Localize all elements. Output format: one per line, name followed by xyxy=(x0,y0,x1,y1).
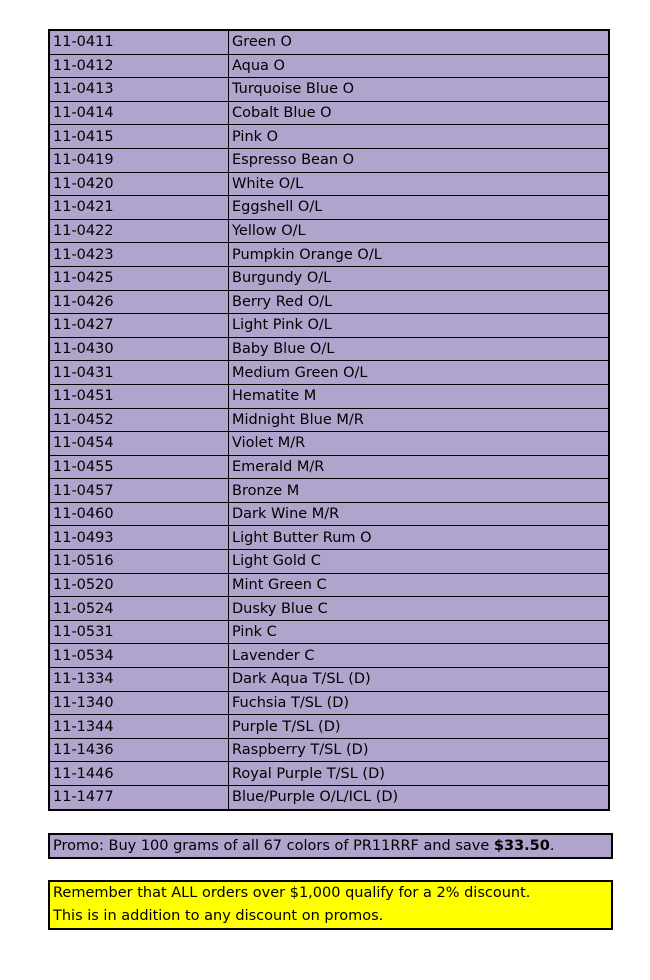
color-name-cell: Light Gold C xyxy=(229,550,610,574)
color-code-cell: 11-0426 xyxy=(49,290,229,314)
color-name-cell: Eggshell O/L xyxy=(229,196,610,220)
table-row xyxy=(49,290,609,314)
color-name-cell: Dusky Blue C xyxy=(229,597,610,621)
table-row xyxy=(49,597,609,621)
color-code-cell: 11-0412 xyxy=(49,54,229,78)
promo-end: . xyxy=(549,838,555,854)
color-name-cell: Fuchsia T/SL (D) xyxy=(229,691,610,715)
table-row xyxy=(49,691,609,715)
table-row xyxy=(49,786,609,810)
table-row xyxy=(49,196,609,220)
color-name-cell: Bronze M xyxy=(229,479,610,503)
color-code-cell: 11-0414 xyxy=(49,101,229,125)
color-code-cell: 11-0431 xyxy=(49,361,229,385)
color-code-cell: 11-0430 xyxy=(49,337,229,361)
color-name-cell: Blue/Purple O/L/ICL (D) xyxy=(229,786,610,810)
table-row xyxy=(49,384,609,408)
color-code-cell: 11-0493 xyxy=(49,526,229,550)
table-row xyxy=(49,78,609,102)
color-name-cell: Cobalt Blue O xyxy=(229,101,610,125)
color-code-cell: 11-0452 xyxy=(49,408,229,432)
color-code-cell: 11-1477 xyxy=(49,786,229,810)
color-name-cell: Pink O xyxy=(229,125,610,149)
color-name-cell: Turquoise Blue O xyxy=(229,78,610,102)
notice-line-1: Remember that ALL orders over $1,000 qualify for a 2% discount. xyxy=(53,885,531,901)
promo-banner xyxy=(48,833,613,859)
table-row xyxy=(49,148,609,172)
table-row xyxy=(49,54,609,78)
discount-notice xyxy=(48,880,613,930)
color-name-cell: Baby Blue O/L xyxy=(229,337,610,361)
table-row xyxy=(49,762,609,786)
color-code-cell: 11-0516 xyxy=(49,550,229,574)
color-code-cell: 11-1436 xyxy=(49,738,229,762)
color-code-cell: 11-0455 xyxy=(49,455,229,479)
table-row xyxy=(49,550,609,574)
color-code-cell: 11-0454 xyxy=(49,432,229,456)
color-code-cell: 11-1334 xyxy=(49,668,229,692)
color-name-cell: Light Butter Rum O xyxy=(229,526,610,550)
color-name-cell: Lavender C xyxy=(229,644,610,668)
color-name-cell: Hematite M xyxy=(229,384,610,408)
color-code-cell: 11-0415 xyxy=(49,125,229,149)
color-name-cell: Yellow O/L xyxy=(229,219,610,243)
table-row xyxy=(49,219,609,243)
table-row xyxy=(49,715,609,739)
color-code-cell: 11-0413 xyxy=(49,78,229,102)
table-row xyxy=(49,361,609,385)
table-row xyxy=(49,172,609,196)
color-name-cell: Green O xyxy=(229,30,610,54)
color-code-table xyxy=(48,29,610,811)
color-name-cell: Midnight Blue M/R xyxy=(229,408,610,432)
color-name-cell: Pink C xyxy=(229,620,610,644)
color-name-cell: Royal Purple T/SL (D) xyxy=(229,762,610,786)
color-code-cell: 11-0520 xyxy=(49,573,229,597)
color-name-cell: Medium Green O/L xyxy=(229,361,610,385)
table-row xyxy=(49,644,609,668)
color-name-cell: Berry Red O/L xyxy=(229,290,610,314)
table-row xyxy=(49,432,609,456)
color-code-cell: 11-0421 xyxy=(49,196,229,220)
color-name-cell: White O/L xyxy=(229,172,610,196)
table-row xyxy=(49,337,609,361)
table-row xyxy=(49,526,609,550)
color-name-cell: Raspberry T/SL (D) xyxy=(229,738,610,762)
table-row xyxy=(49,408,609,432)
color-code-cell: 11-1344 xyxy=(49,715,229,739)
color-code-cell: 11-1446 xyxy=(49,762,229,786)
color-code-cell: 11-0422 xyxy=(49,219,229,243)
color-code-cell: 11-0411 xyxy=(49,30,229,54)
promo-text: Promo: Buy 100 grams of all 67 colors of PR11RRF and save xyxy=(53,838,494,854)
color-code-cell: 11-1340 xyxy=(49,691,229,715)
color-code-cell: 11-0425 xyxy=(49,266,229,290)
table-row xyxy=(49,243,609,267)
color-code-cell: 11-0420 xyxy=(49,172,229,196)
color-code-cell: 11-0451 xyxy=(49,384,229,408)
color-name-cell: Burgundy O/L xyxy=(229,266,610,290)
table-row xyxy=(49,101,609,125)
table-row xyxy=(49,455,609,479)
table-row xyxy=(49,668,609,692)
color-name-cell: Emerald M/R xyxy=(229,455,610,479)
color-name-cell: Purple T/SL (D) xyxy=(229,715,610,739)
color-name-cell: Dark Wine M/R xyxy=(229,502,610,526)
table-row xyxy=(49,314,609,338)
notice-line-2: This is in addition to any discount on promos. xyxy=(53,908,384,924)
color-code-cell: 11-0419 xyxy=(49,148,229,172)
table-row xyxy=(49,620,609,644)
color-code-cell: 11-0423 xyxy=(49,243,229,267)
color-name-cell: Violet M/R xyxy=(229,432,610,456)
table-row xyxy=(49,573,609,597)
color-code-cell: 11-0524 xyxy=(49,597,229,621)
color-code-cell: 11-0427 xyxy=(49,314,229,338)
color-name-cell: Espresso Bean O xyxy=(229,148,610,172)
color-name-cell: Light Pink O/L xyxy=(229,314,610,338)
color-name-cell: Aqua O xyxy=(229,54,610,78)
color-table-body xyxy=(49,30,609,810)
table-row xyxy=(49,30,609,54)
color-name-cell: Dark Aqua T/SL (D) xyxy=(229,668,610,692)
color-name-cell: Pumpkin Orange O/L xyxy=(229,243,610,267)
table-row xyxy=(49,266,609,290)
color-code-cell: 11-0531 xyxy=(49,620,229,644)
color-code-cell: 11-0534 xyxy=(49,644,229,668)
table-row xyxy=(49,502,609,526)
color-code-cell: 11-0460 xyxy=(49,502,229,526)
table-row xyxy=(49,125,609,149)
color-code-cell: 11-0457 xyxy=(49,479,229,503)
table-row xyxy=(49,479,609,503)
promo-amount: $33.50 xyxy=(493,838,550,854)
color-name-cell: Mint Green C xyxy=(229,573,610,597)
table-row xyxy=(49,738,609,762)
